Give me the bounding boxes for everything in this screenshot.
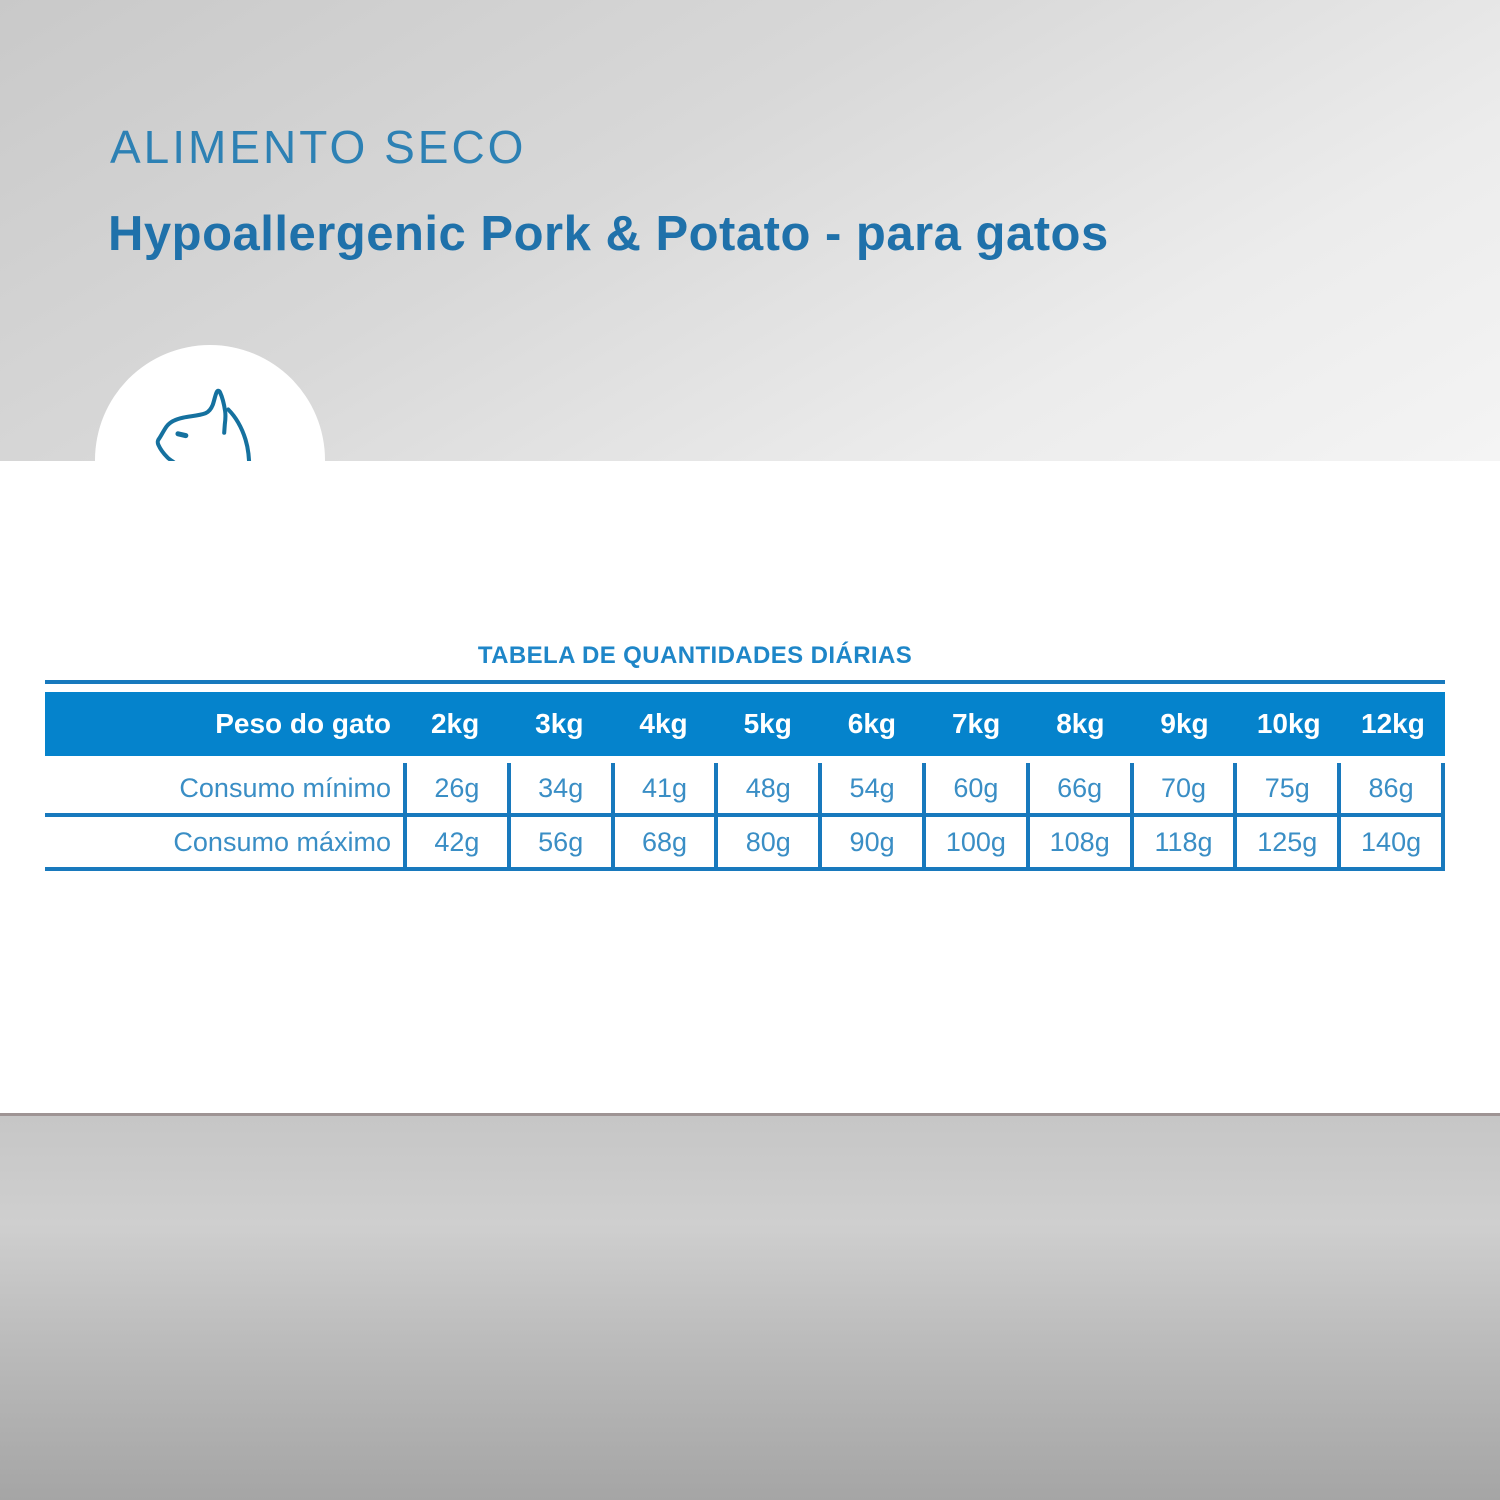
value-cell: 26g (403, 763, 507, 813)
value-cell: 70g (1130, 763, 1234, 813)
bottom-banner (0, 1113, 1500, 1500)
feeding-table (45, 680, 1445, 871)
value-cell: 80g (714, 817, 818, 867)
weight-header-cells (403, 692, 1445, 756)
weight-header-cell: 4kg (639, 708, 688, 739)
weight-header-cell: 9kg (1160, 708, 1209, 739)
weight-header-cell: 6kg (847, 708, 897, 739)
value-cell: 86g (1337, 763, 1445, 813)
table-row (45, 763, 1445, 817)
value-cell: 42g (403, 817, 507, 867)
value-cell: 108g (1026, 817, 1130, 867)
value-cell: 60g (922, 763, 1026, 813)
weight-header-cell: 3kg (535, 708, 584, 739)
value-cell: 75g (1233, 763, 1337, 813)
weight-header-cell: 10kg (1256, 708, 1321, 739)
value-cell: 66g (1026, 763, 1130, 813)
weight-header-cell: 12kg (1361, 708, 1425, 739)
value-cell: 48g (714, 763, 818, 813)
weight-header-cell: 7kg (951, 708, 1001, 739)
row-values (403, 763, 1445, 813)
weight-header-cell: 2kg (430, 708, 480, 739)
table-title: TABELA DE QUANTIDADES DIÁRIAS (477, 642, 913, 669)
weight-header-cell: 5kg (743, 708, 792, 739)
row-label: Consumo mínimo (179, 772, 391, 803)
value-cell: 54g (818, 763, 922, 813)
product-title: Hypoallergenic Pork & Potato - para gatos (108, 207, 1109, 261)
row-label: Consumo máximo (173, 826, 391, 857)
value-cell: 100g (922, 817, 1026, 867)
value-cell: 140g (1337, 817, 1445, 867)
table-header-row (45, 692, 1445, 756)
value-cell: 125g (1233, 817, 1337, 867)
value-cell: 56g (507, 817, 611, 867)
table-top-border (45, 680, 1445, 684)
header-label-cell: Peso do gato (215, 708, 391, 739)
value-cell: 68g (611, 817, 715, 867)
table-row (45, 817, 1445, 871)
value-cell: 41g (611, 763, 715, 813)
table-body (45, 763, 1445, 871)
category-label: ALIMENTO SECO (110, 121, 527, 173)
row-values (403, 817, 1445, 867)
value-cell: 90g (818, 817, 922, 867)
weight-header-cell: 8kg (1056, 708, 1105, 739)
content-section (0, 461, 1500, 1113)
value-cell: 118g (1130, 817, 1234, 867)
value-cell: 34g (507, 763, 611, 813)
